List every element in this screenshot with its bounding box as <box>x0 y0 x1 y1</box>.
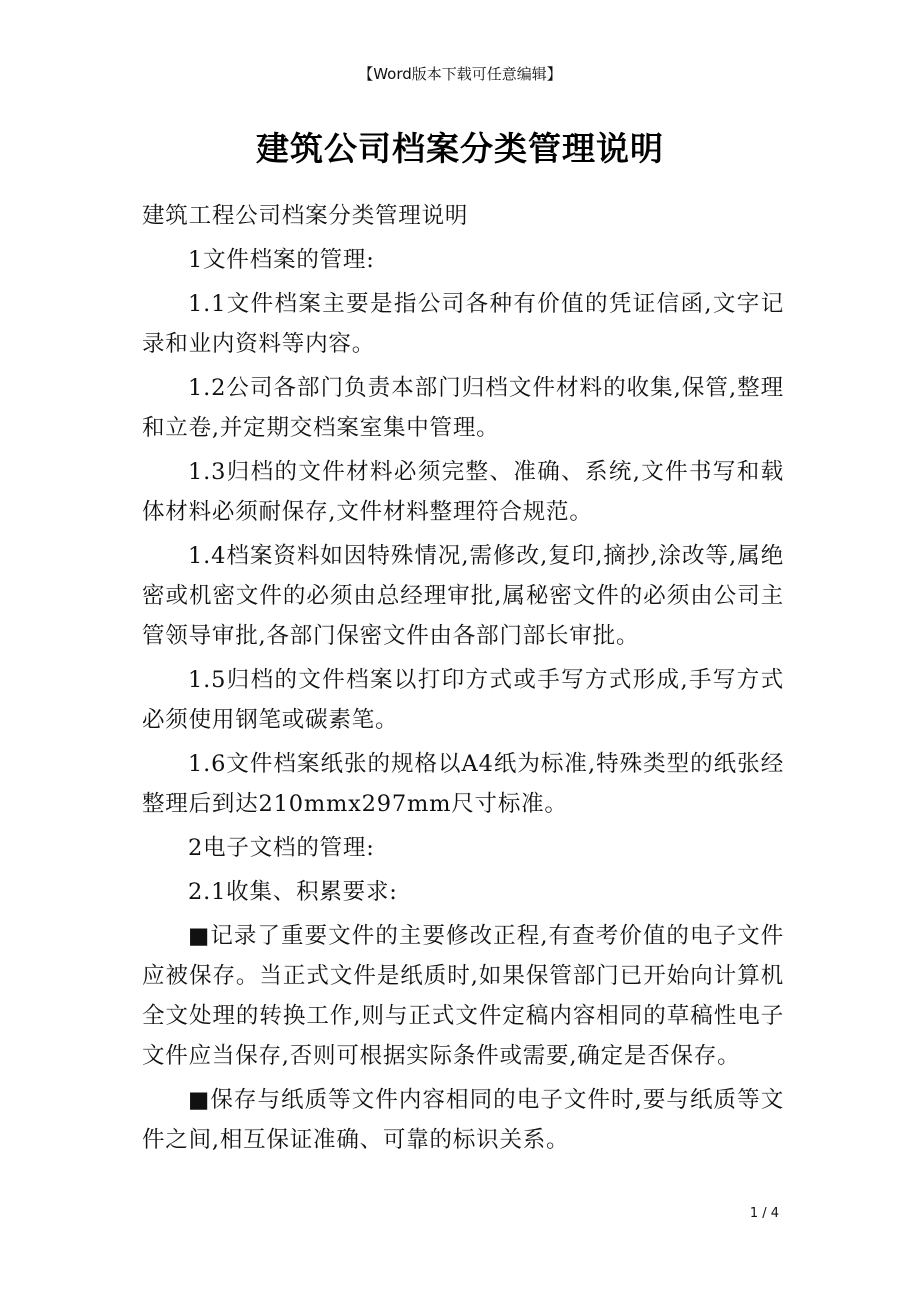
paragraph-2-1: 2.1收集、积累要求: <box>188 879 398 905</box>
document-subtitle: 建筑工程公司档案分类管理说明 <box>142 203 469 229</box>
document-title: 建筑公司档案分类管理说明 <box>256 129 664 168</box>
paragraph-1-4: 1.4档案资料如因特殊情况,需修改,复印,摘抄,涂改等,属绝密或机密文件的必须由总经理审批,属秘密文件的必须由公司主管领导审批,各部门保密文件由各部门部长审批。 <box>142 543 784 649</box>
bullet-paragraph-2: ■保存与纸质等文件内容相同的电子文件时,要与纸质等文件之间,相互保证准确、可靠的标识关系。 <box>142 1087 784 1153</box>
paragraph-1-1: 1.1文件档案主要是指公司各种有价值的凭证信函,文字记录和业内资料等内容。 <box>142 291 784 357</box>
paragraph-1-3: 1.3归档的文件材料必须完整、准确、系统,文件书写和载体材料必须耐保存,文件材料整理符合规范。 <box>142 459 784 525</box>
document-body <box>142 196 784 1164</box>
page-number: 1 / 4 <box>749 1206 779 1221</box>
bullet-paragraph-1: ■记录了重要文件的主要修改正程,有查考价值的电子文件应被保存。当正式文件是纸质时,如果保管部门已开始向计算机全文处理的转换工作,则与正式文件定稿内容相同的草稿性电子文件应当保存,否则可根据实际条件或需要,确定是否保存。 <box>142 923 784 1069</box>
section-heading-2: 2电子文档的管理: <box>188 835 375 861</box>
section-heading-1: 1文件档案的管理: <box>188 247 375 273</box>
paragraph-1-2: 1.2公司各部门负责本部门归档文件材料的收集,保管,整理和立卷,并定期交档案室集中管理。 <box>142 375 784 441</box>
paragraph-1-6: 1.6文件档案纸张的规格以A4纸为标准,特殊类型的纸张经整理后到达210mmx297mm尺寸标准。 <box>142 751 784 817</box>
download-note: 【Word版本下载可任意编辑】 <box>358 65 562 83</box>
paragraph-1-5: 1.5归档的文件档案以打印方式或手写方式形成,手写方式必须使用钢笔或碳素笔。 <box>142 667 784 733</box>
